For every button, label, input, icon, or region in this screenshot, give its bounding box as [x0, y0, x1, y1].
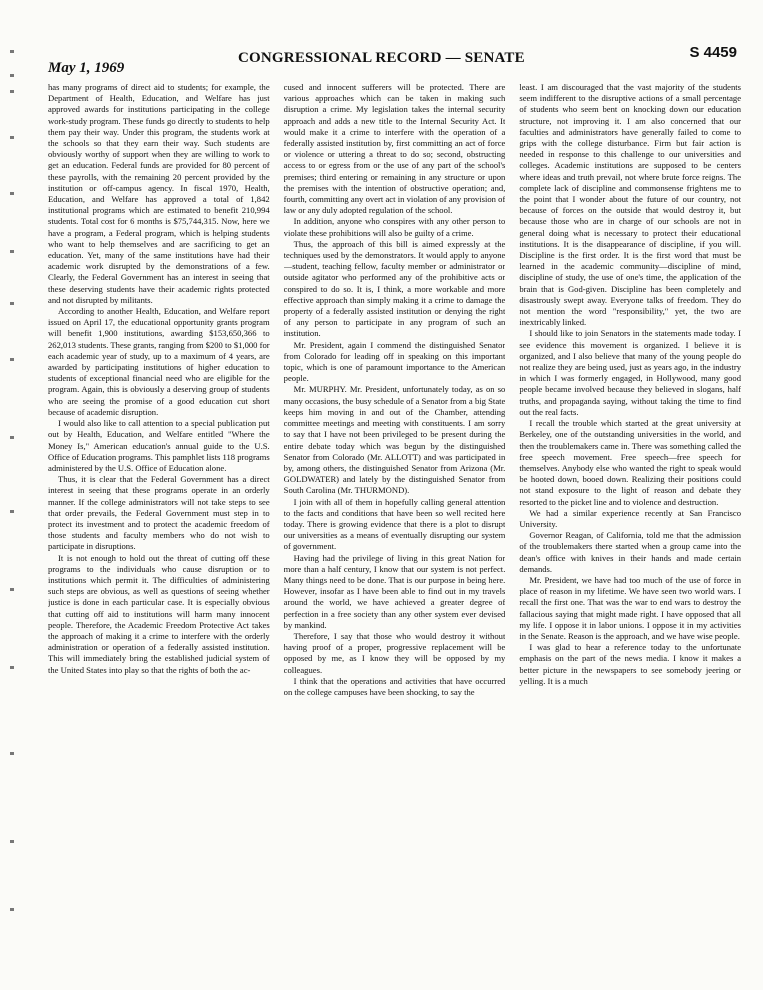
paragraph: I think that the operations and activities that have occurred on the college campuses have been shocking, to say the [283, 675, 506, 697]
paragraph: Mr. President, again I commend the distinguished Senator from Colorado for leading off in speaking on this important topic, which is one of paramount importance to the American people. [283, 339, 506, 384]
scan-margin-marks [4, 40, 22, 940]
column-2 [284, 82, 506, 934]
paragraph: I recall the trouble which started at the great university at Berkeley, one of the outstanding universities in the world, and then the troublemakers came in. There was something called the free speech movement. Free speech—free speech for themselves. Anybody else who wanted the right to speak would be hooted down, booed down. Realizing their positions could not stand exposure to the light of reason and debate they resorted to the picket line and to violence and destruction. [519, 418, 742, 507]
paragraph: I should like to join Senators in the statements made today. I see evidence this movement is organized. I believe it is organized, and I also believe that many of the young people do not realize they are being used, just as years ago, in the industry in which I was formerly engaged, in Hollywood, many good people became involved because they believed in slogans, half truths, and propaganda saying, without taking the time to find out the real facts. [519, 328, 742, 417]
column-3 [519, 82, 741, 934]
paragraph: According to another Health, Education, and Welfare report issued on April 17, the educational opportunity grants program will benefit 1,900 institutions, awarding $153,650,366 to 262,013 students. These grants, ranging from $200 to $1,000 for each academic year of study, up to a maximum of 4 years, are awarded by participating institutions of higher education to students of exceptional financial need who are eligible for the program. Again, this is obviously a deserving group of students who are seeing the promise of a good education cut short because of academic disruption. [48, 306, 270, 417]
paragraph: I would also like to call attention to a special publication put out by Health, Education, and Welfare entitled "Where the Money Is," American education's annual guide to the U.S. Office of Education programs. This pamphlet lists 118 programs administered by the U.S. Office of Education alone. [48, 418, 270, 473]
paragraph: Governor Reagan, of California, told me that the admission of the troublemakers there started when a group came into the dean's office with knives in their hands and made certain demands. [519, 530, 742, 574]
paragraph: Therefore, I say that those who would destroy it without having proof of a proper, progressive replacement will be opposed by me, as I know they will be opposed by my colleagues. [283, 630, 506, 675]
paragraph: In addition, anyone who conspires with any other person to violate these prohibitions will also be guilty of a crime. [283, 216, 506, 238]
paragraph: has many programs of direct aid to students; for example, the Department of Health, Education, and Welfare has just approved awards for institutions participating in the college work-study program. These funds go directly to students to help them pay their way. Under this program, the students work at the schools so that they earn their way. Such students are obviously worthy of support when they are willing to work to get an education. Federal funds are provided for 80 percent of these payrolls, with the remaining 20 percent provided by the institution or off-campus agency. In fiscal 1970, Health, Education, and Welfare has approved a total of 1,842 institutional programs which are estimated to benefit 210,994 students. Total cost for 6 months is $75,744,315. Now, here we have a program, a Federal program, which is helping students who want to help themselves and are sacrificing to get an education. Yet, many of the same institutions have had their academic work disrupted by the demonstrations of a few. Clearly, the Federal Government has an interest in seeing that these deserving students have their academic rights protected and not disrupted by militants. [48, 82, 270, 305]
paragraph: Thus, it is clear that the Federal Government has a direct interest in seeing that these programs operate in an orderly manner. If the college administrators will not take steps to see that order prevails, the Federal Government must step in to protect its investment and to protect the academic freedom of those students and faculty members who do not wish to participate in disruptions. [48, 474, 270, 552]
header-page-number: S 4459 [689, 44, 737, 61]
paragraph: We had a similar experience recently at San Francisco University. [519, 507, 742, 529]
paragraph: least. I am discouraged that the vast majority of the students seem indifferent to the disruptive actions of a small percentage of students who seem bent on knocking down our education structure, not improving it. I am also concerned that our faculties and administrators have generally failed to come to grips with the college disturbance. Firm but fair action is needed in response to this challenge to our universities and colleges. Academic institutions are supposed to be centers where ideas and truth prevail, not where brute force reigns. The complete lack of discipline and commonsense frightens me to the point that I wonder about the future of our country, not because of forces on the outside that would destroy it, but because those who are in charge of our schools are not in general doing what is necessary to protect their educational institutions. It is the disappearance of discipline, if you will. Discipline is the first order. It is the first word that must be learned in the academic community—discipline of mind, discipline of study, the use of one's time, the application of the brain that is God-given. Discipline has been completely and disastrously swept away. Everyone talks of freedom. They do not mention the word "responsibility," yet, the two are inextricably linked. [519, 82, 742, 328]
paragraph: It is not enough to hold out the threat of cutting off these programs to the individuals who cause disruption or to institutions which permit it. The difficulties of administering such steps are obvious, as well as questions of seeing whether justice is done in each particular case. It is especially obvious that cutting off aid to institutions will harm many innocent people. Therefore, the Academic Freedom Protective Act takes the approach of making it a crime to interfere with the orderly administration or operation of a federally assisted institution. This will immediately bring the established judicial system of the United States into play so that the rights of both the ac- [48, 552, 270, 675]
paragraph: I was glad to hear a reference today to the unfortunate emphasis on the part of the news media. I know it makes a better picture in the newspapers to see somebody jeering or yelling. It is a much [519, 642, 742, 686]
paragraph: Thus, the approach of this bill is aimed expressly at the techniques used by the demonstrators. It would apply to anyone—student, teaching fellow, faculty member or administrator or outside agitator who performed any of the prohibitive acts or conspired to do so. It is, I think, a more workable and more effective approach than simply making it a crime to damage the property of a federally assisted institution or denying the right of any person to participate in any program of such an institution. [283, 238, 506, 339]
paragraph: I join with all of them in hopefully calling general attention to the facts and conditions that have been so well recited here today. There is growing evidence that there is a plot to disrupt our universities as a means of eventually disrupting our system of government. [283, 496, 506, 552]
paragraph: cused and innocent sufferers will be protected. There are various approaches which can be taken in making such disruption a crime. My legislation takes the internal security approach and adds a new title to the Internal Security Act. It would make it a crime to interfere with the operation of a federally assisted institution by, first committing an act of force or violence or uttering a threat to do so; second, obstructing access to or egress from or the use of any part of the school's premises; third entering or remaining in any structure or upon the premises with the intention of obstructive operation; and, fourth, committing any overt act in violation of any provision of law or any duly adopted regulation of the school. [283, 82, 506, 216]
text-columns [48, 82, 741, 934]
paragraph: Mr. MURPHY. Mr. President, unfortunately today, as on so many occasions, the busy schedule of a Senator from a big State keeps him moving in and out of the Chamber, attending committee meetings and meeting with constituents. I am sorry to say that I have not been privileged to be present during the entire debate today which was begun by the distinguished Senator from Colorado (Mr. ALLOTT) and was participated in by, among others, the distinguished Senator from Arizona (Mr. GOLDWATER) and lately by the distinguished Senator from South Carolina (Mr. THURMOND). [283, 384, 506, 496]
page-header [48, 36, 737, 82]
header-date: May 1, 1969 [48, 60, 125, 76]
paragraph: Mr. President, we have had too much of the use of force in place of reason in my lifetime. We have seen two world wars. I recall the first one. That was the war to end wars to destroy the fallacious saying that might made right. I have opposed that all my life. I oppose it in labor unions. I oppose it in my activities in the Senate. Reason is the approach, and we have wise people. [519, 574, 742, 641]
paragraph: Having had the privilege of living in this great Nation for more than a half century, I know that our system is not perfect. Many things need to be done. That is our purpose in being here. However, insofar as I have been able to find out in my travels around the world, we have achieved a greater degree of perfection in a free society than any other system ever devised by mankind. [283, 552, 506, 630]
column-1 [48, 82, 270, 934]
header-title: CONGRESSIONAL RECORD — SENATE [238, 50, 525, 66]
